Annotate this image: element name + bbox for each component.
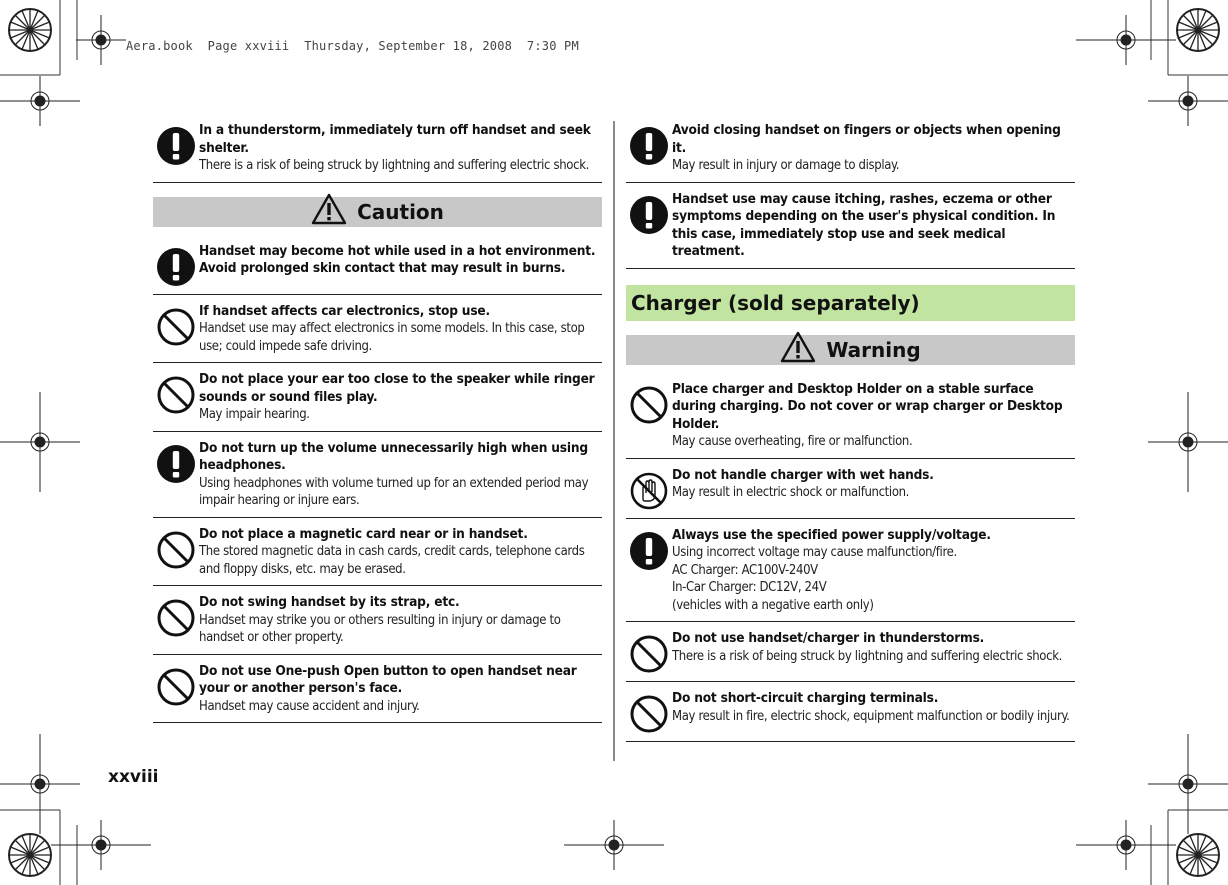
item-title: Do not turn up the volume unnecessarily high when using headphones.: [199, 439, 588, 473]
prohibited-icon: [153, 526, 199, 570]
registration-sunburst: [9, 9, 51, 51]
item-body: Handset may cause accident and injury.: [199, 698, 420, 714]
item-title: Handset use may cause itching, rashes, eczema or other symptoms depending on the user's physical condition. In this case, immediately stop use and seek medical treatment.: [672, 190, 1056, 259]
list-item: [153, 586, 602, 655]
list-item: [626, 519, 1075, 623]
item-body: May cause overheating, fire or malfunction.: [672, 434, 913, 449]
item-body: May result in fire, electric shock, equipment malfunction or bodily injury.: [672, 708, 1070, 724]
registration-sunburst: [1177, 834, 1219, 876]
list-item: [153, 295, 602, 364]
item-title: Do not short-circuit charging terminals.: [672, 690, 939, 706]
item-body: May result in electric shock or malfunction.: [672, 485, 910, 500]
item-title: Do not swing handset by its strap, etc.: [199, 594, 460, 610]
exclamation-icon: [626, 527, 672, 571]
list-item: [626, 373, 1075, 459]
item-title: Do not place a magnetic card near or in handset.: [199, 525, 528, 542]
right-column: [626, 114, 1075, 742]
item-title: If handset affects car electronics, stop use.: [199, 302, 490, 319]
warning-triangle-icon: [780, 331, 816, 368]
prohibited-icon: [153, 594, 199, 638]
item-body: Handset may strike you or others resulting in injury or damage to handset or other property.: [199, 612, 561, 645]
column-divider: [613, 121, 615, 761]
item-title: Do not handle charger with wet hands.: [672, 466, 934, 483]
left-column: [153, 114, 602, 723]
item-body: There is a risk of being struck by lightning and suffering electric shock.: [672, 648, 1062, 664]
section-heading: Charger (sold separately): [626, 285, 1075, 321]
list-item: [626, 622, 1075, 682]
prohibited-icon: [626, 381, 672, 425]
item-body: The stored magnetic data in cash cards, credit cards, telephone cards and floppy disks, etc. may be erased.: [199, 544, 585, 577]
warning-band: [626, 335, 1075, 365]
warning-triangle-icon: [311, 193, 347, 230]
prohibited-icon: [626, 690, 672, 734]
list-item: [153, 655, 602, 724]
list-item: [153, 114, 602, 183]
item-title: In a thunderstorm, immediately turn off handset and seek shelter.: [199, 122, 591, 156]
registration-sunburst: [9, 834, 51, 876]
item-title: Do not use One-push Open button to open handset near your or another person's face.: [199, 662, 577, 696]
caution-list: [153, 235, 602, 724]
item-body: Using incorrect voltage may cause malfunction/fire. AC Charger: AC100V-240V In-Car Charger: DC12V, 24V (vehicles with a negative earth only): [672, 545, 957, 613]
prohibited-icon: [626, 630, 672, 674]
item-body: May result in injury or damage to display.: [672, 158, 900, 173]
item-title: Place charger and Desktop Holder on a stable surface during charging. Do not cover or wrap charger or Desktop Holder.: [672, 380, 1063, 432]
item-title: Avoid closing handset on fingers or objects when opening it.: [672, 122, 1061, 156]
exclamation-icon: [153, 440, 199, 484]
item-body: Handset use may affect electronics in some models. In this case, stop use; could impede safe driving.: [199, 321, 585, 354]
list-item: [626, 183, 1075, 269]
item-title: Do not use handset/charger in thunderstorms.: [672, 630, 985, 646]
prohibited-icon: [153, 663, 199, 707]
item-body: There is a risk of being struck by lightning and suffering electric shock.: [199, 158, 589, 173]
exclamation-icon: [626, 191, 672, 235]
exclamation-icon: [626, 122, 672, 166]
page-number: xxviii: [108, 767, 159, 787]
prohibited-icon: [153, 303, 199, 347]
warning-label: Warning: [826, 337, 921, 362]
item-body: Using headphones with volume turned up for an extended period may impair hearing or injure ears.: [199, 475, 589, 508]
list-item: [626, 682, 1075, 742]
registration-sunburst: [1177, 9, 1219, 51]
item-title: Do not place your ear too close to the speaker while ringer sounds or sound files play.: [199, 371, 595, 405]
list-item: [153, 518, 602, 587]
print-header-stamp: Aera.book Page xxviii Thursday, September 18, 2008 7:30 PM: [126, 39, 579, 53]
charger-warning-list: [626, 373, 1075, 743]
caution-label: Caution: [357, 199, 444, 224]
exclamation-icon: [153, 122, 199, 166]
no-wet-hands-icon: [626, 467, 672, 511]
prohibited-icon: [153, 371, 199, 415]
list-item: [626, 114, 1075, 183]
item-title: Handset may become hot while used in a hot environment. Avoid prolonged skin contact that may result in burns.: [199, 242, 596, 276]
item-body: May impair hearing.: [199, 407, 310, 422]
list-item: [626, 459, 1075, 519]
list-item: [153, 363, 602, 432]
left-intro-list: [153, 114, 602, 183]
item-title: Always use the specified power supply/voltage.: [672, 526, 991, 543]
list-item: [153, 432, 602, 518]
caution-band: [153, 197, 602, 227]
exclamation-icon: [153, 243, 199, 287]
right-intro-list: [626, 114, 1075, 269]
list-item: [153, 235, 602, 295]
